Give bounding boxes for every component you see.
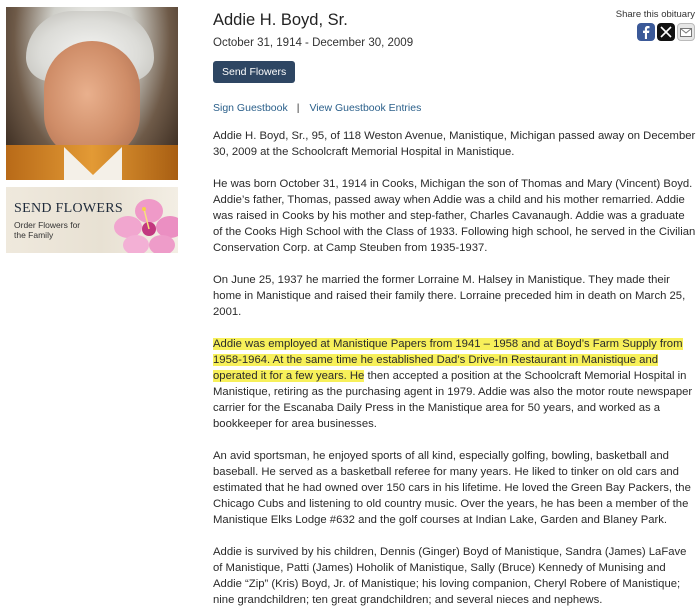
send-flowers-banner[interactable] <box>6 187 178 253</box>
life-dates: October 31, 1914 - December 30, 2009 <box>213 37 414 49</box>
sign-guestbook-link[interactable]: Sign Guestbook <box>213 102 288 114</box>
send-flowers-button[interactable]: Send Flowers <box>213 61 295 83</box>
facebook-icon[interactable] <box>637 23 655 41</box>
banner-subtitle: Order Flowers for the Family <box>14 220 81 240</box>
hibiscus-flower-icon <box>114 197 178 253</box>
portrait-face <box>44 41 140 159</box>
share-icons <box>615 23 695 41</box>
guestbook-links <box>213 102 697 114</box>
link-separator: | <box>296 102 300 114</box>
paragraph-text: then accepted a position at the Schoolcraft Memorial Hospital in Manistique, retiring as the purchasing agent in 1979. Addie was also the motor route newspaper carrier for the Escanaba Daily Press in the Manistique area for 50 years, and worked as a bookkeeper for area businesses. <box>213 370 693 430</box>
obituary-paragraph: Addie H. Boyd, Sr., 95, of 118 Weston Avenue, Manistique, Michigan passed away on December 30, 2009 at the Schoolcraft Memorial Hospital in Manistique. <box>213 130 696 158</box>
portrait-photo <box>6 7 178 180</box>
share-panel <box>615 9 695 41</box>
obituary-paragraph: Addie is survived by his children, Dennis (Ginger) Boyd of Manistique, Sandra (James) LaFave of Manistique, Patti (James) Hoholik of Manistique, Sally (Bruce) Kennedy of Munising and Addie “Zip” (Kris) Boyd, Jr. of Manistique; his loving companion, Cheryl Robere of Manistique; nine grandchildren; ten great grandchildren; and several nieces and nephews. <box>213 546 687 606</box>
view-guestbook-link[interactable]: View Guestbook Entries <box>309 102 422 114</box>
share-label: Share this obituary <box>615 9 695 20</box>
obituary-paragraph: He was born October 31, 1914 in Cooks, Michigan the son of Thomas and Mary (Vincent) Boyd. Addie’s father, Thomas, passed away when Addie was a child and his mother remarried. Addie was raised in Cooks by his mother and step-father, Charles Cavanaugh. Addie was a graduate of the Cooks High School with the Class of 1933. Following high school, he served in the Civilian Conservation Corp. at Camp Steuben from 1935-1937. <box>213 178 696 254</box>
banner-title: SEND FLOWERS <box>14 201 123 216</box>
email-icon[interactable] <box>677 23 695 41</box>
deceased-name: Addie H. Boyd, Sr. <box>213 11 348 29</box>
obituary-paragraph: On June 25, 1937 he married the former Lorraine M. Halsey in Manistique. They made their home in Manistique and raised their family there. Lorraine preceded him in death on March 25, 2001. <box>213 274 686 318</box>
obituary-main <box>213 8 697 608</box>
obituary-paragraph: An avid sportsman, he enjoyed sports of all kind, especially golfing, bowling, basketball and baseball. He served as a basketball referee for many years. He liked to tinker on old cars and estimated that he had owned over 150 cars in his lifetime. He loved the Green Bay Packers, the Chicago Cubs and listening to old country music. Over the years, he has been a member of the Manistique Elks Lodge #632 and the golf courses at Indian Lake, Garden and Blaney Park. <box>213 450 691 526</box>
obituary-paragraph <box>213 336 697 432</box>
highlighted-text: Addie was employed at Manistique Papers from 1941 – 1958 and at Boyd’s Farm Supply from 1958-1964. At the same time he established Dad’s Drive-In Restaurant in Manistique and operated it for a few years. He <box>213 338 683 382</box>
left-column <box>6 7 180 253</box>
x-icon[interactable] <box>657 23 675 41</box>
